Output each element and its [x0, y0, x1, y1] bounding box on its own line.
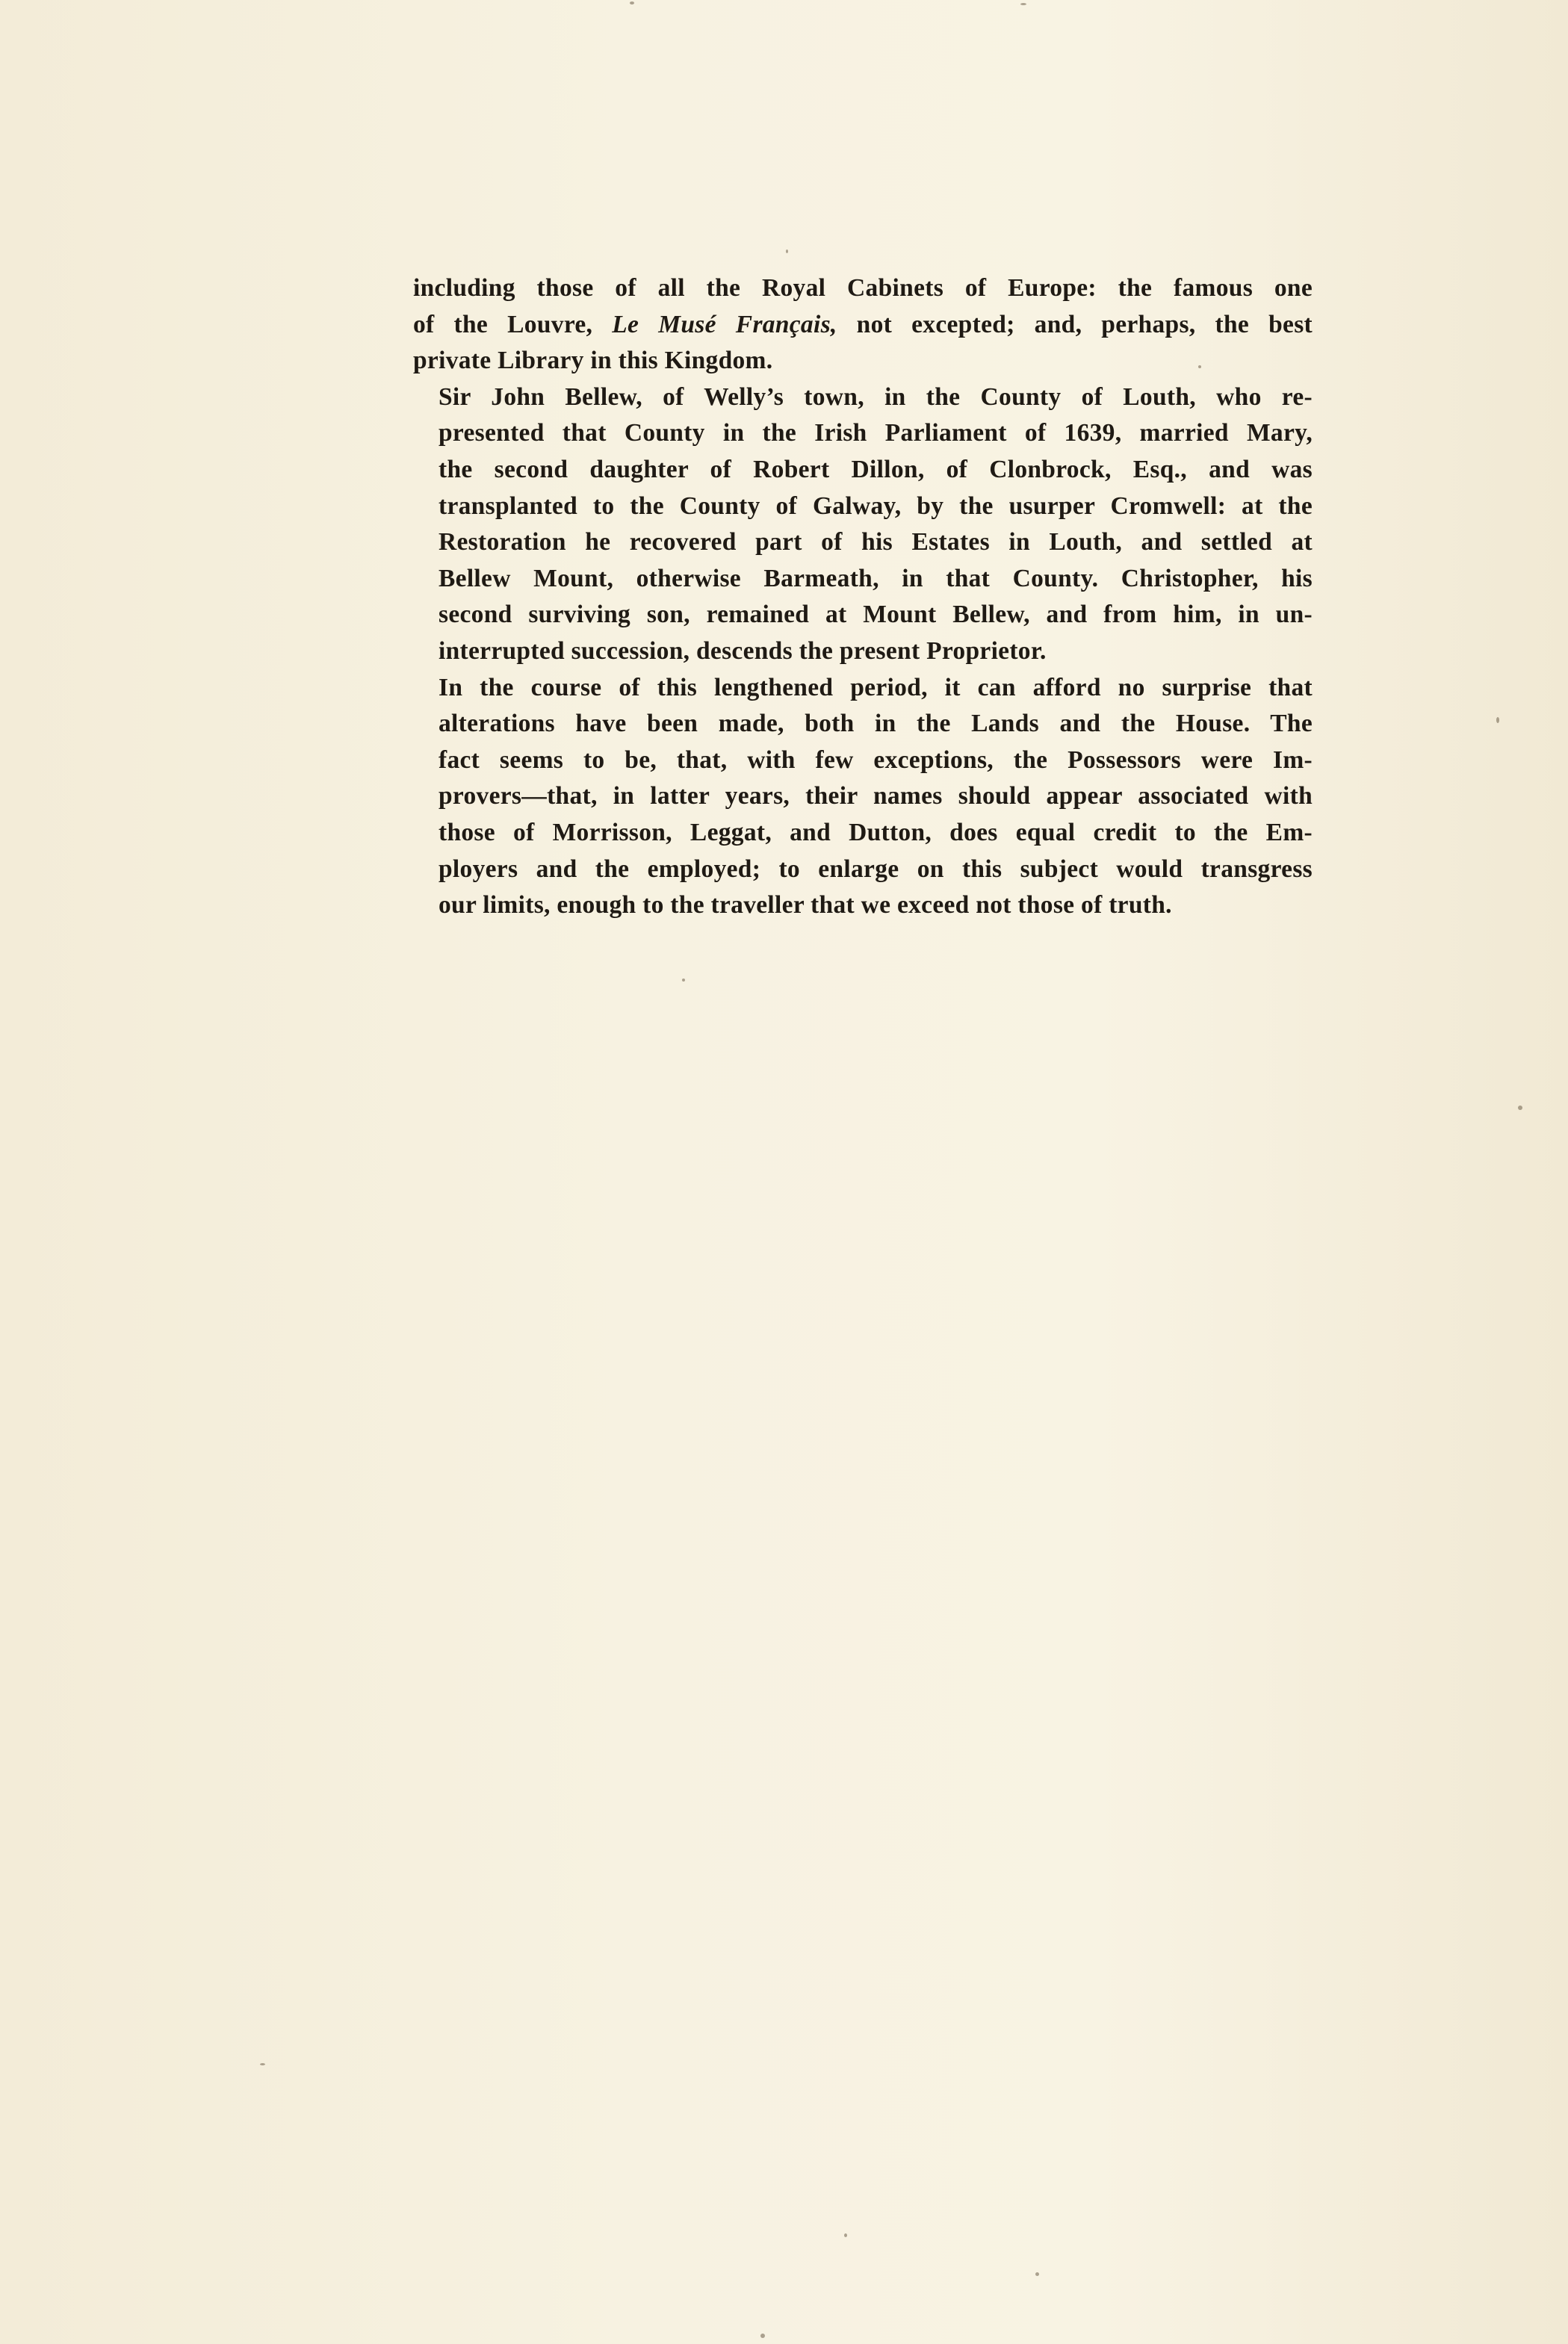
paper-speck — [260, 2063, 265, 2065]
paper-speck — [1020, 3, 1026, 5]
paragraph-1 — [413, 270, 1313, 379]
text-line: In the course of this lengthened period, it can afford no surprise that — [439, 673, 1313, 701]
text-line: our limits, enough to the traveller that we exceed not those of truth. — [439, 891, 1172, 920]
text-line: interrupted succession, descends the present Proprietor. — [439, 636, 1047, 665]
paper-speck — [682, 979, 685, 982]
text-run: not excepted; and, perhaps, the best — [837, 310, 1313, 338]
text-line: ployers and the employed; to enlarge on this subject would transgress — [439, 855, 1313, 883]
text-run: of the Louvre, — [413, 310, 613, 338]
text-line: Bellew Mount, otherwise Barmeath, in that County. Christopher, his — [439, 564, 1313, 592]
text-line: provers—that, in latter years, their names should appear associated with — [439, 782, 1313, 810]
text-line — [413, 307, 1313, 344]
text-line: presented that County in the Irish Parliament of 1639, married Mary, — [439, 419, 1313, 447]
paper-speck — [1496, 717, 1499, 723]
paper-speck — [1518, 1106, 1522, 1110]
text-line: Sir John Bellew, of Welly’s town, in the County of Louth, who re- — [439, 382, 1313, 411]
paper-speck — [630, 1, 634, 4]
text-line: second surviving son, remained at Mount Bellew, and from him, in un- — [439, 601, 1313, 629]
paper-speck — [844, 2233, 847, 2237]
text-line: those of Morrisson, Leggat, and Dutton, does equal credit to the Em- — [439, 818, 1313, 846]
text-line: fact seems to be, that, with few exceptions, the Possessors were Im- — [439, 745, 1313, 774]
paper-speck — [1035, 2272, 1039, 2276]
paragraph-3 — [413, 670, 1313, 924]
paper-speck — [760, 2334, 765, 2338]
text-line: private Library in this Kingdom. — [413, 347, 773, 375]
text-line: transplanted to the County of Galway, by the usurper Cromwell: at the — [439, 492, 1313, 520]
paper-speck — [786, 249, 788, 253]
text-line: the second daughter of Robert Dillon, of Clonbrock, Esq., and was — [439, 455, 1313, 483]
paragraph-2 — [413, 379, 1313, 670]
italic-title: Le Musé Français, — [612, 310, 837, 338]
text-line: including those of all the Royal Cabinets of Europe: the famous one — [413, 274, 1313, 302]
body-text — [413, 270, 1313, 924]
text-line: Restoration he recovered part of his Estates in Louth, and settled at — [439, 528, 1313, 556]
text-line: alterations have been made, both in the Lands and the House. The — [439, 710, 1313, 738]
